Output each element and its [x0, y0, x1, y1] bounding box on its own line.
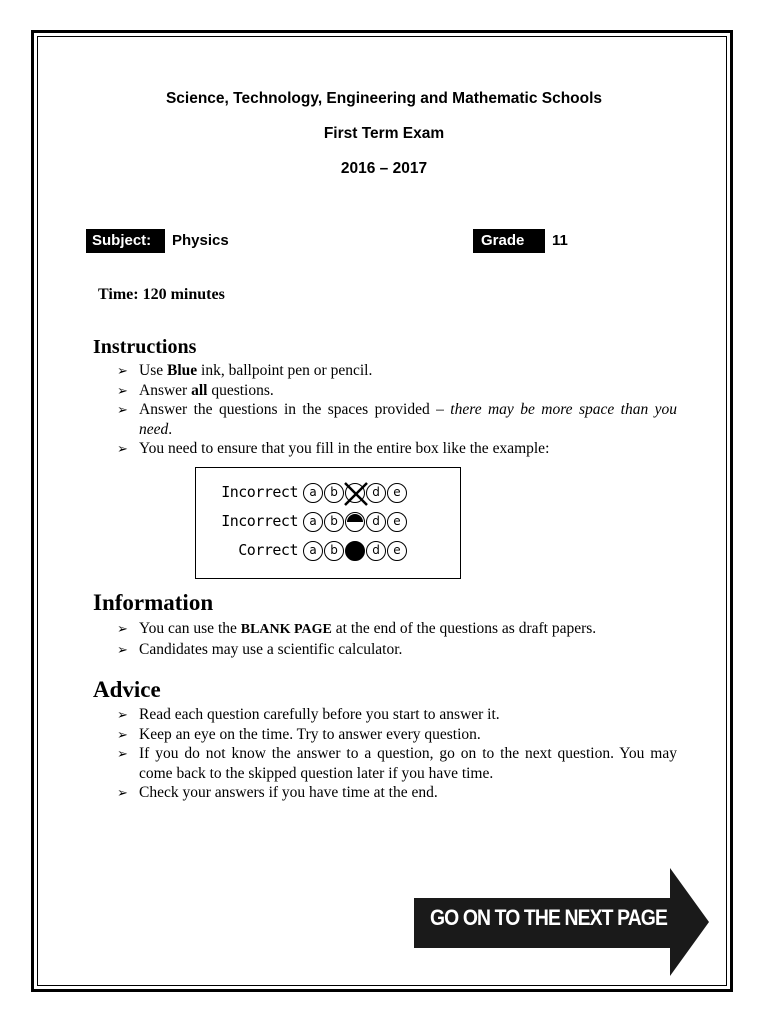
exam-title: First Term Exam: [323, 125, 445, 142]
bubble-b: b: [324, 483, 344, 503]
item-text: You can use the: [139, 620, 241, 637]
item-text: Keep an eye on the time. Try to answer every question.: [139, 725, 481, 743]
exam-time: Time: 120 minutes: [98, 286, 225, 303]
list-item: [117, 783, 677, 803]
bubble-a: a: [303, 541, 323, 561]
list-item: [117, 400, 677, 439]
exam-year: 2016 – 2017: [340, 160, 428, 177]
bubble-c-half-filled: [345, 512, 365, 532]
list-item: [117, 705, 677, 725]
item-text: Candidates may use a scientific calculator.: [139, 640, 403, 658]
list-item: [117, 381, 677, 401]
item-bold: BLANK PAGE: [240, 622, 332, 637]
school-title: Science, Technology, Engineering and Mathematic Schools: [165, 90, 603, 107]
bubble-b: b: [324, 541, 344, 561]
advice-list: [117, 705, 677, 803]
example-row-incorrect-cross: [196, 481, 460, 507]
bubble-b: b: [324, 512, 344, 532]
item-text: questions.: [207, 381, 274, 399]
bubble-e: e: [387, 483, 407, 503]
item-text: You need to ensure that you fill in the entire box like the example:: [139, 440, 550, 457]
arrowhead-bullet-icon: ➢: [117, 402, 128, 417]
next-page-label: GO ON TO THE NEXT PAGE: [430, 905, 668, 930]
grade-value: 11: [552, 232, 568, 249]
bubble-e: e: [387, 512, 407, 532]
bubble-d: d: [366, 483, 386, 503]
arrowhead-bullet-icon: ➢: [117, 785, 128, 800]
list-item: [117, 744, 677, 783]
grade-label: Grade: [473, 229, 545, 253]
arrowhead-bullet-icon: ➢: [117, 726, 128, 742]
example-row-label: Correct: [238, 541, 298, 559]
bubble-group: [303, 541, 407, 561]
bubble-c-filled: [345, 541, 365, 561]
arrowhead-bullet-icon: ➢: [117, 621, 128, 636]
item-bold: all: [191, 381, 208, 399]
subject-value: Physics: [172, 232, 229, 249]
bubble-e: e: [387, 541, 407, 561]
instructions-heading: Instructions: [93, 336, 197, 358]
item-text: Answer: [139, 381, 192, 399]
list-item: [117, 725, 677, 745]
answer-example-box: [195, 467, 461, 579]
information-list: [117, 619, 677, 659]
item-text: at the end of the questions as draft papers.: [331, 620, 597, 637]
bubble-a: a: [303, 483, 323, 503]
item-text: ink, ballpoint pen or pencil.: [197, 362, 373, 379]
information-heading: Information: [93, 590, 214, 615]
item-text: Answer the questions in the spaces provided –: [139, 401, 451, 418]
bubble-group: [303, 512, 407, 532]
example-row-label: Incorrect: [221, 483, 298, 501]
arrowhead-bullet-icon: ➢: [117, 746, 128, 761]
item-bold: Blue: [166, 362, 198, 379]
bubble-d: d: [366, 541, 386, 561]
example-row-incorrect-half: [196, 510, 460, 536]
item-text: If you do not know the answer to a question, go on to the next question. You may come back to the skipped question later if you have time.: [139, 745, 677, 782]
list-item: [117, 640, 677, 660]
bubble-a: a: [303, 512, 323, 532]
arrowhead-bullet-icon: ➢: [117, 441, 128, 456]
list-item: [117, 619, 677, 640]
bubble-group: [303, 483, 407, 503]
item-text: Read each question carefully before you start to answer it.: [139, 706, 500, 723]
example-row-correct: [196, 539, 460, 565]
item-italic: there may be more space than you need: [139, 401, 678, 438]
subject-label: Subject:: [86, 229, 165, 253]
list-item: [117, 439, 677, 459]
item-text: .: [168, 420, 173, 438]
arrowhead-bullet-icon: ➢: [117, 382, 128, 398]
item-text: Use: [139, 362, 167, 379]
bubble-c-crossed: [345, 483, 365, 503]
instructions-list: [117, 361, 677, 459]
bubble-d: d: [366, 512, 386, 532]
arrowhead-bullet-icon: ➢: [117, 641, 128, 657]
list-item: [117, 361, 677, 381]
item-text: Check your answers if you have time at the end.: [139, 784, 438, 801]
arrowhead-bullet-icon: ➢: [117, 363, 128, 378]
example-row-label: Incorrect: [221, 512, 298, 530]
arrowhead-bullet-icon: ➢: [117, 707, 128, 722]
advice-heading: Advice: [93, 677, 161, 702]
